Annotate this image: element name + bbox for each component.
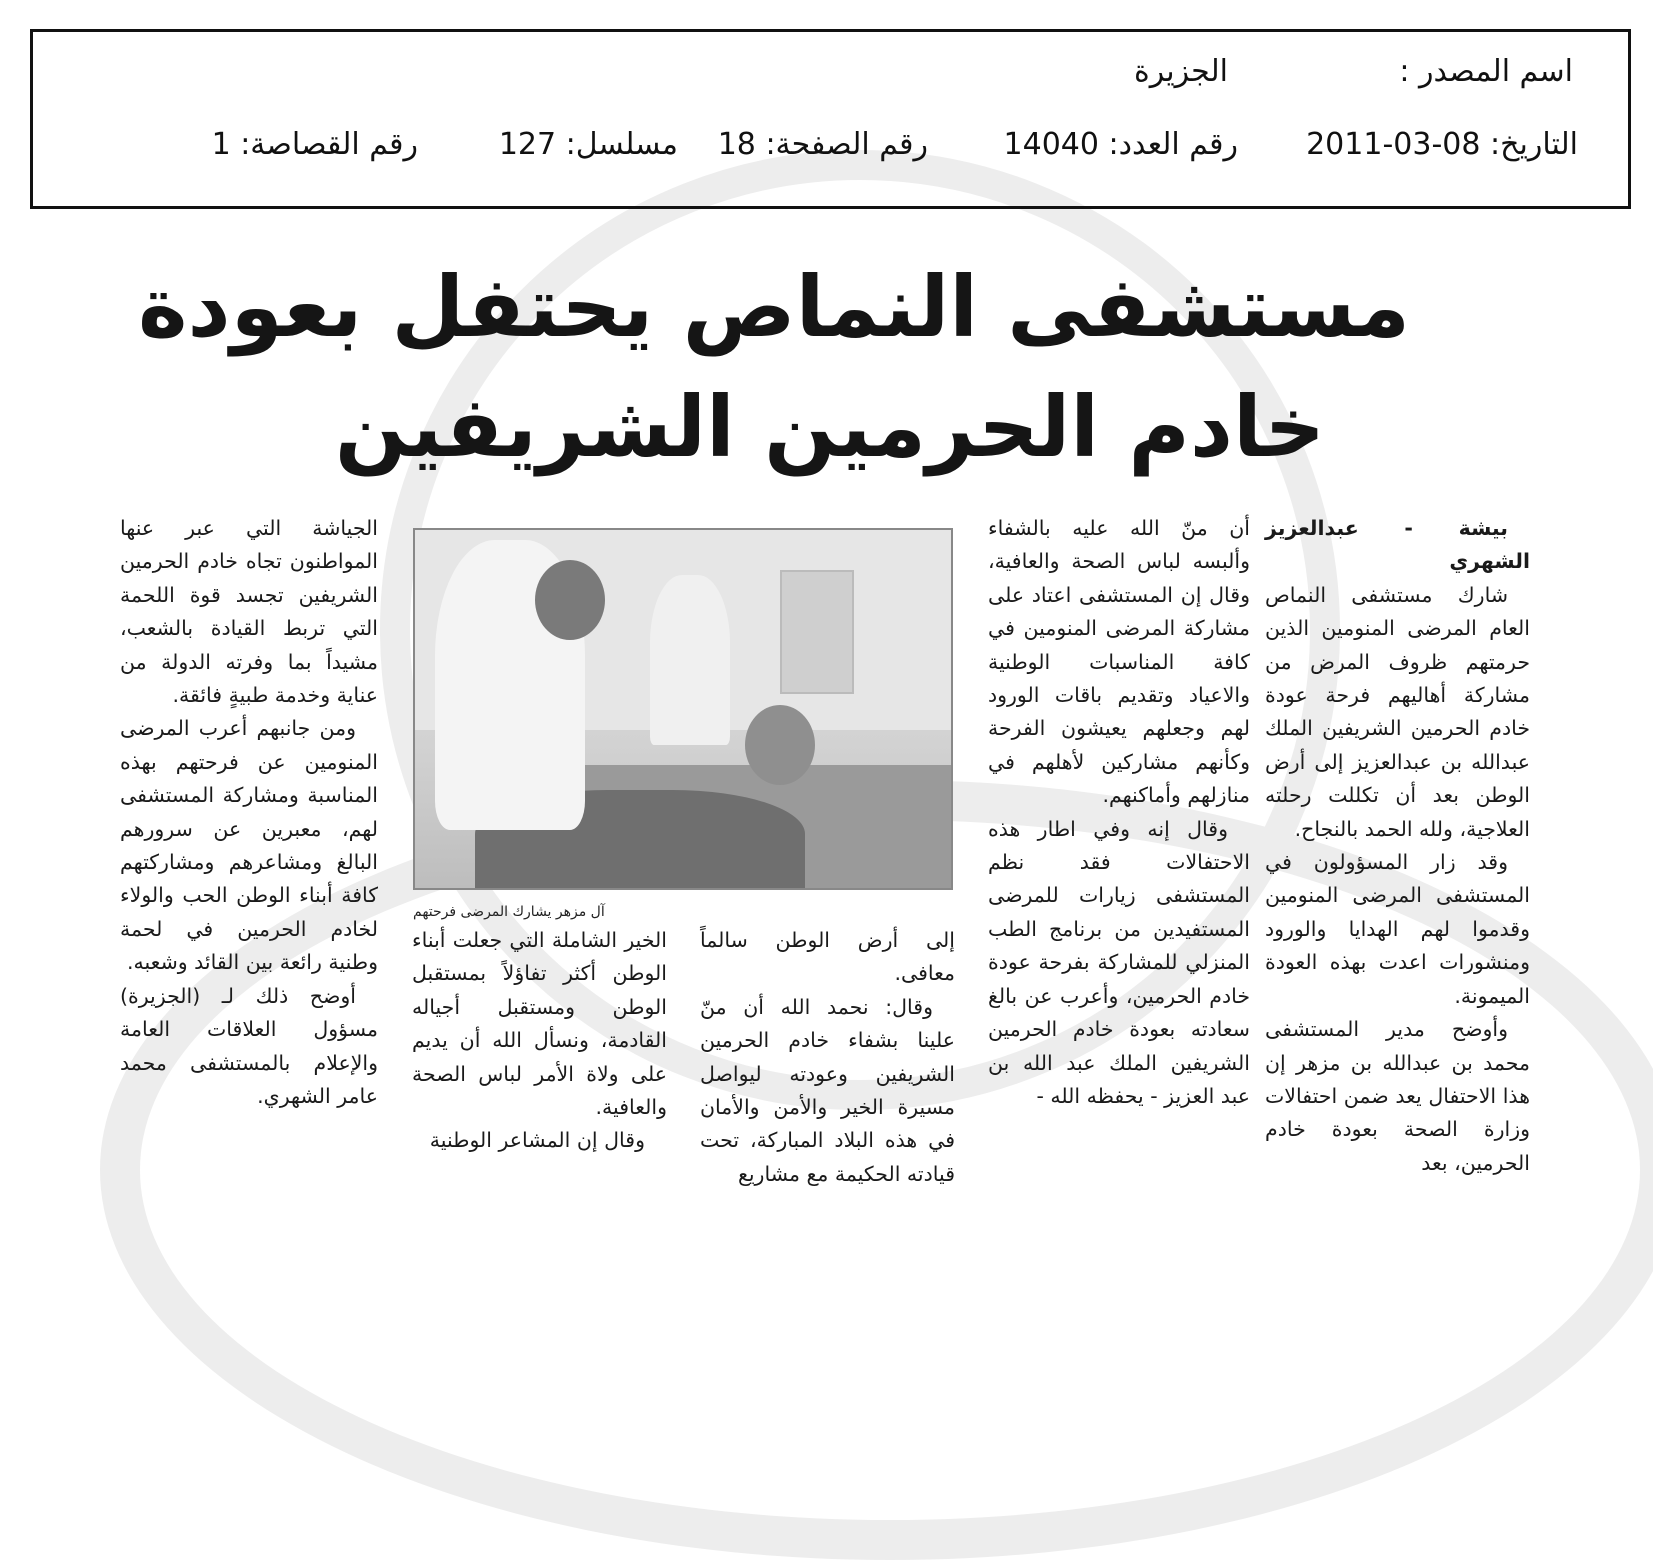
photo-window [780,570,854,694]
paragraph: شارك مستشفى النماص العام المرضى المنومين الذين حرمتهم ظروف المرض من مشاركة أهاليهم فرحة عودة خادم الحرمين الشريفين الملك عبدالله بن عبدالعزيز إلى أرض الوطن بعد أن تكللت رحلته العلاجية، ولله الحمد بالنجاح. [1265,582,1530,841]
paragraph: وقال إن المشاعر الوطنية [429,1128,645,1153]
serial-field: مسلسل: 127 [498,127,678,162]
paragraph: وقال: نحمد الله أن منّ علينا بشفاء خادم الحرمين الشريفين وعودته ليواصل مسيرة الخير والأمن والأمان في هذه البلاد المباركة، تحت قيادته الحكيمة مع مشاريع [700,994,955,1186]
source-label: اسم المصدر : [1399,54,1573,89]
source-value: الجزيرة [1133,54,1228,89]
page-field: رقم الصفحة: 18 [717,127,928,162]
article-photo [413,528,953,890]
paragraph: الجياشة التي عبر عنها المواطنون تجاه خادم الحرمين الشريفين تجسد قوة اللحمة التي تربط القيادة بالشعب، مشيداً بما وفرته الدولة من عناية وخدمة طبيةٍ فائقة. [120,516,378,708]
clip-field: رقم القصاصة: 1 [211,127,418,162]
paragraph: وقد زار المسؤولون في المستشفى المرضى المنومين وقدموا لهم الهدايا والورود ومنشورات اعدت بهذه العودة الميمونة. [1265,850,1530,1008]
article-column-1 [1265,512,1530,1180]
paragraph: أوضح ذلك لـ (الجزيرة) مسؤول العلاقات العامة والإعلام بالمستشفى محمد عامر الشهري. [120,983,378,1108]
article-column-4 [412,924,667,1158]
photo-patient-head [745,705,815,785]
article-column-2 [988,512,1250,1113]
headline-line-2: خادم الحرمين الشريفين [334,378,1326,476]
paragraph: أن منّ الله عليه بالشفاء وألبسه لباس الصحة والعافية، وقال إن المستشفى اعتاد على مشاركة المرضى المنومين في كافة المناسبات الوطنية والاعياد وتقديم باقات الورود لهم وجعلهم يعيشون الفرحة وكأنهم مشاركين لأهلهم في منازلهم وأماكنهم. [988,516,1250,808]
paragraph: وقال إنه وفي اطار هذه الاحتفالات فقد نظم المستشفى زيارات للمرضى المستفيدين من برنامج الطب المنزلي للمشاركة بفرحة عودة خادم الحرمين، وأعرب عن بالغ سعادته بعودة خادم الحرمين الشريفين الملك عبد الله بن عبد العزيز - يحفظه الله - [988,816,1250,1108]
paragraph: الخير الشاملة التي جعلت أبناء الوطن أكثر تفاؤلاً بمستقبل الوطن ومستقبل أجياله القادمة، ونسأل الله أن يديم على ولاة الأمر لباس الصحة والعافية. [412,928,667,1120]
metadata-header [30,29,1631,209]
photo-caption: آل مزهر يشارك المرضى فرحتهم [413,904,605,920]
photo-man-head [535,560,605,640]
byline: بيشة - عبدالعزيز الشهري [1265,516,1530,574]
article-column-5 [120,512,378,1113]
date-field: التاريخ: 08-03-2011 [1306,127,1578,162]
headline-line-1: مستشفى النماص يحتفل بعودة [137,258,1410,356]
paragraph: وأوضح مدير المستشفى محمد بن عبدالله بن مزهر إن هذا الاحتفال يعد ضمن احتفالات وزارة الصحة بعودة خادم الحرمين، بعد [1265,1017,1530,1175]
photo-nurse [650,575,730,745]
article-column-3 [700,924,955,1191]
paragraph: ومن جانبهم أعرب المرضى المنومين عن فرحتهم بهذه المناسبة ومشاركة المستشفى لهم، معبرين عن سرورهم البالغ ومشاعرهم ومشاركتهم كافة أبناء الوطن الحب والولاء لخادم الحرمين في لحمة وطنية رائعة بين القائد وشعبه. [120,716,378,975]
issue-field: رقم العدد: 14040 [1003,127,1238,162]
paragraph: إلى أرض الوطن سالماً معافى. [700,928,955,986]
